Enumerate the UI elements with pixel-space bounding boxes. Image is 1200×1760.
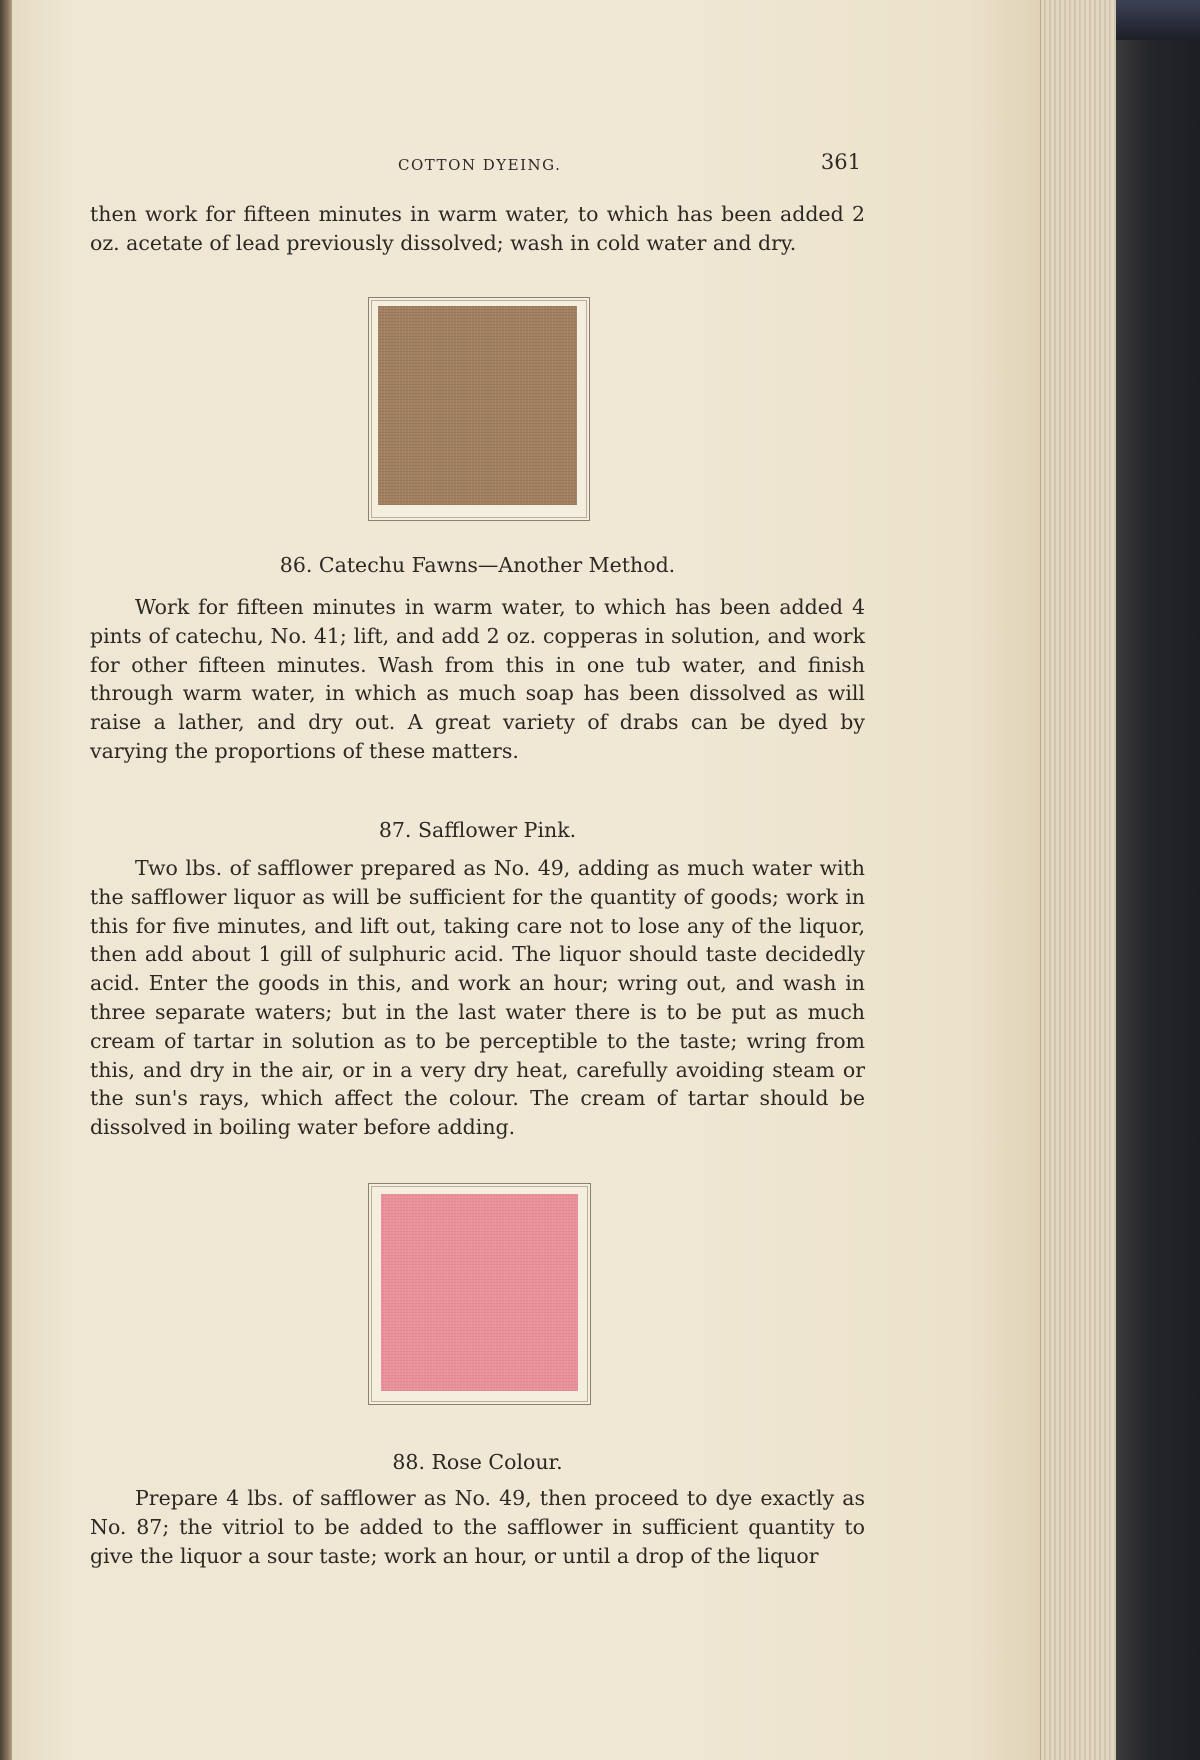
- page-edges: [1040, 0, 1117, 1760]
- running-head: COTTON DYEING.: [398, 156, 562, 174]
- catechu-fawn-swatch: [378, 306, 577, 505]
- section-86-heading: 86. Catechu Fawns—Another Method.: [279, 553, 676, 577]
- section-87-heading: 87. Safflower Pink.: [378, 818, 577, 842]
- section-88-body: Prepare 4 lbs. of safflower as No. 49, then proceed to dye exactly as No. 87; the vitriol to be added to the safflower in sufficient quantity to give the liquor a sour taste; work an hour, or until a drop of the liquor: [90, 1486, 865, 1568]
- section-86-body: Work for fifteen minutes in warm water, to which has been added 4 pints of catechu, No. 41; lift, and add 2 oz. copperas in solution, and work for other fifteen minutes. Wash from this in one tub water, and finish through warm water, in which as much soap has been dissolved as will raise a lather, and dry out. A great variety of drabs can be dyed by varying the proportions of these matters.: [90, 595, 865, 763]
- intro-paragraph: then work for fifteen minutes in warm water, to which has been added 2 oz. acetate of lead previously dissolved; wash in cold water and dry.: [90, 202, 865, 255]
- book-cover: [1116, 0, 1200, 1760]
- section-87-body: Two lbs. of safflower prepared as No. 49, adding as much water with the safflower liquor as will be sufficient for the quantity of goods; work in this for five minutes, and lift out, taking care not to lose any of the liquor, then add about 1 gill of sulphuric acid. The liquor should taste decidedly acid. Enter the goods in this, and work an hour; wring out, and wash in three separate waters; but in the last water there is to be put as much cream of tartar in solution as to be perceptible to the taste; wring from this, and dry in the air, or in a very dry heat, carefully avoiding steam or the sun's rays, which affect the colour. The cream of tartar should be dissolved in boiling water before adding.: [90, 856, 865, 1140]
- page-number: 361: [820, 150, 861, 174]
- book-cover-top: [1116, 0, 1200, 40]
- page-header: [90, 150, 865, 180]
- section-88-heading: 88. Rose Colour.: [392, 1450, 563, 1474]
- safflower-pink-swatch: [381, 1194, 578, 1391]
